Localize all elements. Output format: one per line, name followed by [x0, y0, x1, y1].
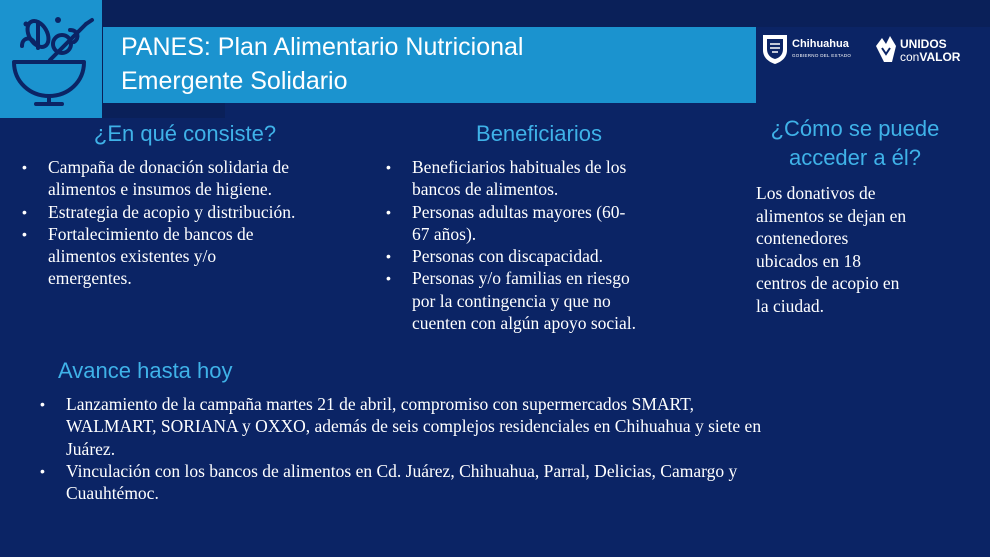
beneficiarios-heading: Beneficiarios [476, 121, 602, 146]
chihuahua-logo-sub: GOBIERNO DEL ESTADO [792, 53, 852, 58]
acceso-heading: ¿Cómo se puede acceder a él? [770, 116, 940, 170]
list-item: • Vinculación con los bancos de alimentos en Cd. Juárez, Chihuahua, Parral, Delicias, Camargo y Cuauhtémoc. [38, 460, 978, 505]
unidos-logo-line2 [900, 50, 960, 64]
chihuahua-logo-name: Chihuahua [792, 38, 849, 50]
unidos-hands-icon [872, 32, 900, 66]
title-bar [103, 27, 756, 103]
header-icon-box [0, 0, 102, 118]
logos [758, 27, 990, 77]
list-item: • Personas con discapacidad. [384, 245, 724, 267]
list-item: • Personas y/o familias en riesgo por la contingencia y que no cuenten con algún apoyo social. [384, 267, 724, 334]
list-item: • Campaña de donación solidaria de alimentos e insumos de higiene. [20, 156, 380, 201]
list-item: • Beneficiarios habituales de los bancos de alimentos. [384, 156, 724, 201]
unidos-logo-valor: VALOR [919, 50, 961, 64]
salad-bowl-icon [0, 0, 102, 118]
avance-list [38, 393, 978, 504]
unidos-logo-con: con [900, 50, 920, 64]
list-item: • Estrategia de acopio y distribución. [20, 201, 380, 223]
page-title-line2: Emergente Solidario [121, 67, 348, 95]
consiste-heading: ¿En qué consiste? [93, 121, 277, 146]
acceso-text: Los donativos de alimentos se dejan en contenedores ubicados en 18 centros de acopio en la ciudad. [756, 183, 907, 316]
list-item: • Fortalecimiento de bancos de alimentos existentes y/o emergentes. [20, 223, 380, 290]
page-title-line1: PANES: Plan Alimentario Nutricional [121, 33, 524, 61]
chihuahua-shield-icon [760, 32, 790, 66]
list-item: • Lanzamiento de la campaña martes 21 de abril, compromiso con supermercados SMART, WALMART, SORIANA y OXXO, además de seis complejos residenciales en Chihuahua y siete en Juárez. [38, 393, 978, 460]
unidos-logo-line1: UNIDOS [900, 37, 947, 51]
list-item: • Personas adultas mayores (60- 67 años). [384, 201, 724, 246]
beneficiarios-list [384, 156, 724, 334]
consiste-list [20, 156, 380, 290]
avance-heading: Avance hasta hoy [58, 358, 233, 383]
